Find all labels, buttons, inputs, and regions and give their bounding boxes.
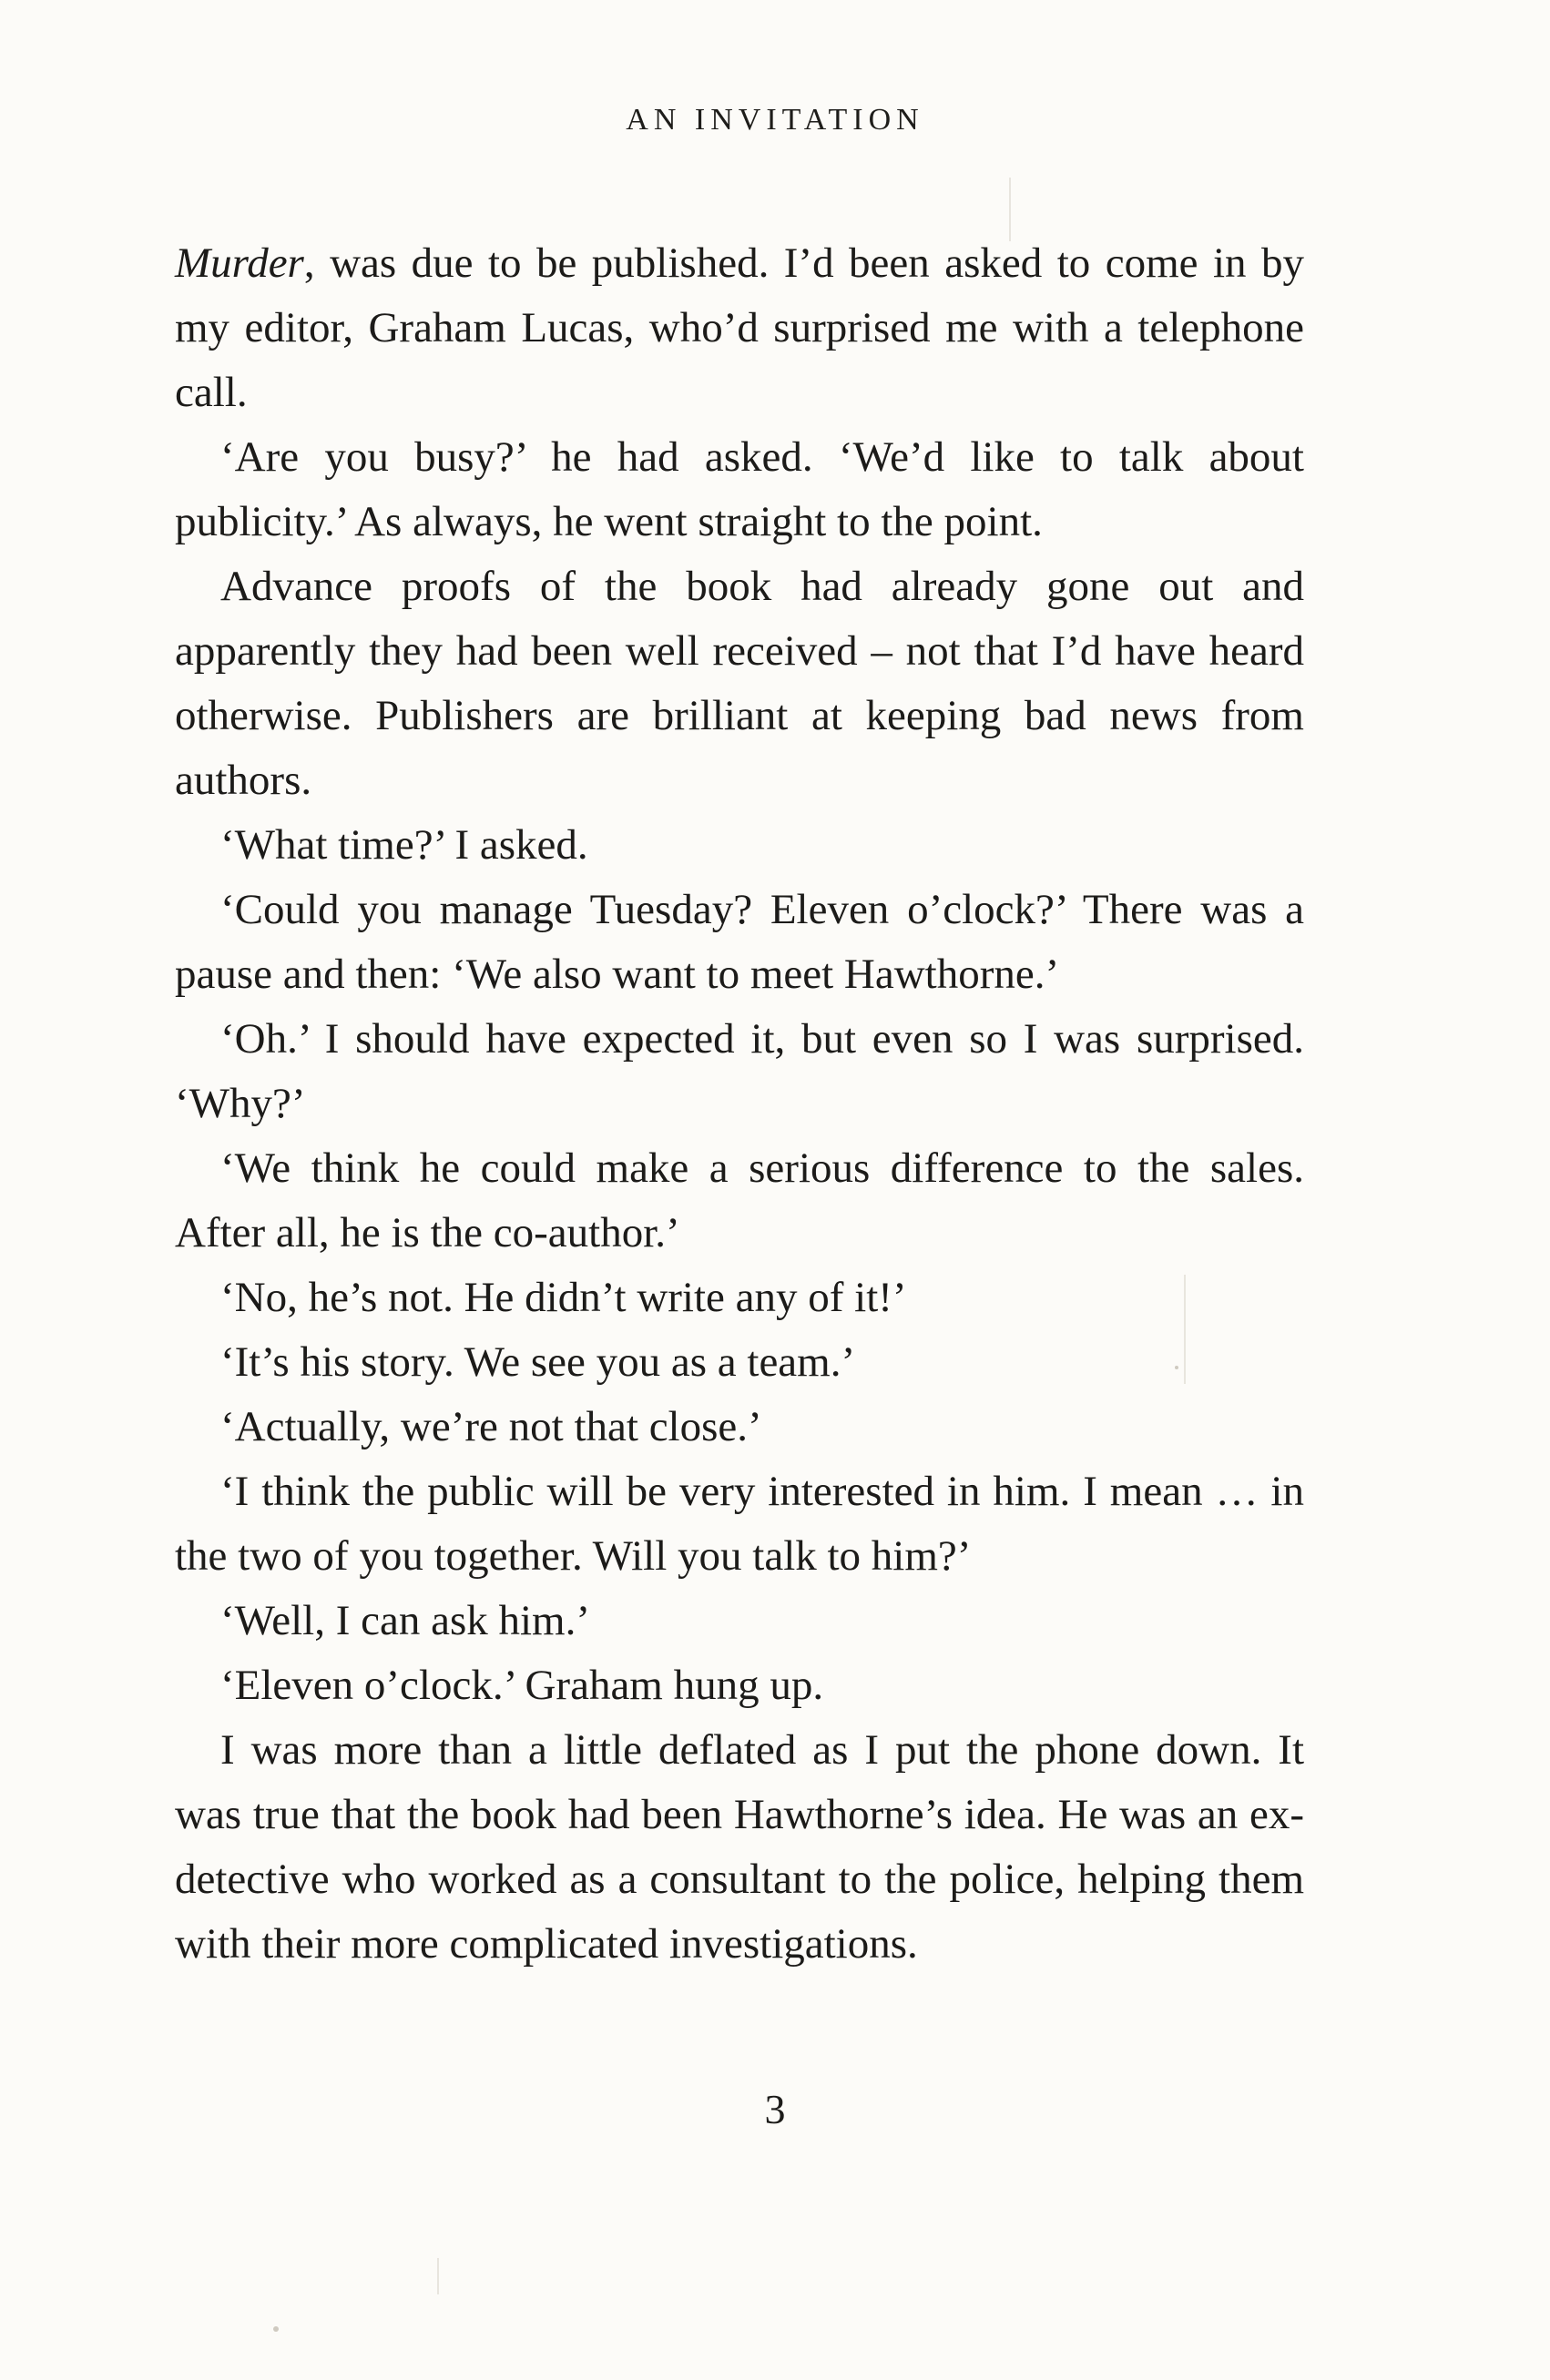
paragraph-11: ‘I think the public will be very interested in him. I mean … in the two of you together. Will you talk to him?’ — [175, 1468, 1304, 1580]
paragraph-2: ‘Are you busy?’ he had asked. ‘We’d like to talk about publicity.’ As always, he went straight to the point. — [175, 433, 1304, 545]
running-head: AN INVITATION — [626, 103, 924, 137]
paper-speck — [273, 2326, 279, 2332]
paragraph-4: ‘What time?’ I asked. — [220, 821, 588, 869]
paragraph-8: ‘No, he’s not. He didn’t write any of it!’ — [220, 1274, 907, 1321]
paragraph-10: ‘Actually, we’re not that close.’ — [220, 1403, 762, 1450]
paragraph-5: ‘Could you manage Tuesday? Eleven o’clock?’ There was a pause and then: ‘We also want to meet Hawthorne.’ — [175, 886, 1304, 998]
paragraph-9: ‘It’s his story. We see you as a team.’ — [220, 1338, 856, 1386]
paragraph-text: , was due to be published. I’d been asked to come in by my editor, Graham Lucas, who’d surprised me with a telephone call. — [175, 239, 1304, 416]
paragraph-14: I was more than a little deflated as I put the phone down. It was true that the book had been Hawthorne’s idea. He was an ex-detective who worked as a consultant to the police, helping them with their more complicated investigations. — [175, 1726, 1304, 1968]
paragraph-1 — [175, 231, 1304, 425]
paragraph-6: ‘Oh.’ I should have expected it, but even so I was surprised. ‘Why?’ — [175, 1015, 1304, 1127]
book-title-italic: Murder — [175, 239, 304, 287]
paragraph-12: ‘Well, I can ask him.’ — [220, 1597, 591, 1644]
page-number: 3 — [764, 2086, 786, 2132]
paragraph-13: ‘Eleven o’clock.’ Graham hung up. — [220, 1662, 824, 1709]
scan-mark — [437, 2258, 439, 2294]
paragraph-7: ‘We think he could make a serious difference to the sales. After all, he is the co-author.’ — [175, 1144, 1304, 1256]
body-text — [175, 231, 1304, 1977]
paragraph-3: Advance proofs of the book had already gone out and apparently they had been well received – not that I’d have heard otherwise. Publishers are brilliant at keeping bad news from authors. — [175, 563, 1304, 804]
